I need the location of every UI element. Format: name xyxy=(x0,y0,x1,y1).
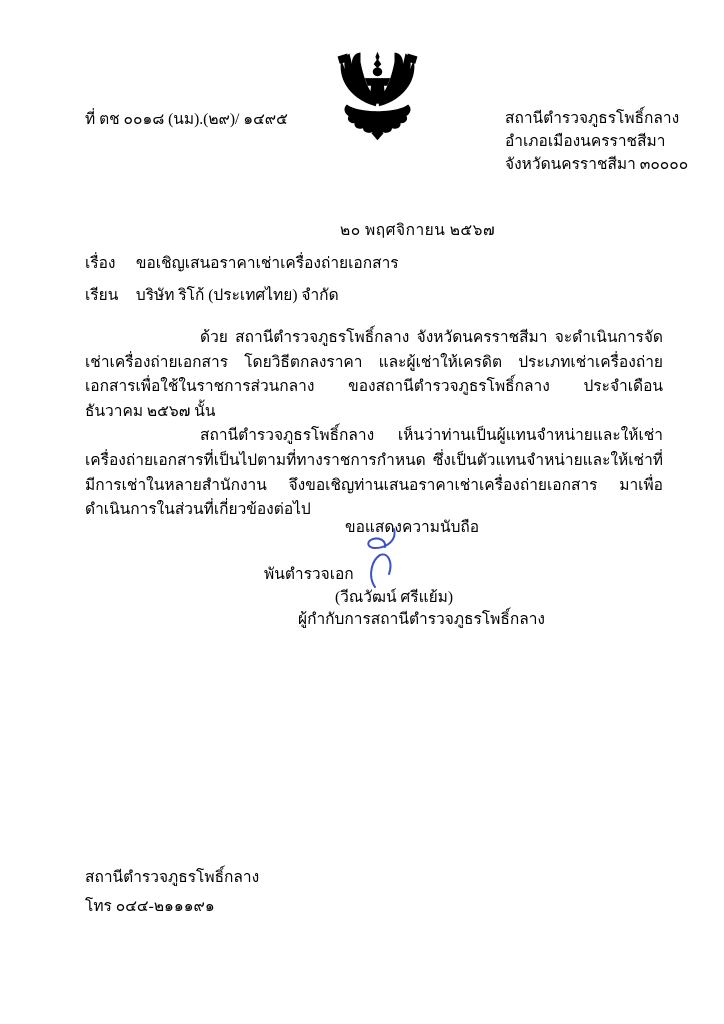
addressee-label: เรียน xyxy=(85,287,119,304)
subject-text: ขอเชิญเสนอราคาเช่าเครื่องถ่ายเอกสาร xyxy=(135,255,399,272)
closing-salutation: ขอแสดงความนับถือ xyxy=(345,519,480,536)
signer-rank: พันตำรวจเอก xyxy=(264,566,354,583)
addressee-text: บริษัท ริโก้ (ประเทศไทย) จำกัด xyxy=(135,287,339,304)
sender-office: สถานีตำรวจภูธรโพธิ์กลาง xyxy=(505,110,680,127)
signer-title: ผู้กำกับการสถานีตำรวจภูธรโพธิ์กลาง xyxy=(298,611,545,628)
sender-address-block xyxy=(505,107,688,176)
addressee-line xyxy=(85,282,339,307)
subject-line xyxy=(85,250,399,275)
letter-date: ๒๐ พฤศจิกายน ๒๕๖๗ xyxy=(340,222,496,239)
footer-phone: โทร ๐๔๔-๒๑๑๑๙๑ xyxy=(85,898,215,915)
sender-province: จังหวัดนครราชสีมา ๓๐๐๐๐ xyxy=(505,156,689,173)
letter-body xyxy=(85,326,663,523)
subject-label: เรื่อง xyxy=(85,255,116,272)
reference-number: ที่ ตช ๐๐๑๘ (นม).(๒๙)/ ๑๔๙๕ xyxy=(85,111,288,128)
footer-office: สถานีตำรวจภูธรโพธิ์กลาง xyxy=(85,869,260,886)
garuda-emblem-icon xyxy=(335,50,420,142)
signer-name: (วีณวัฒน์ ศรีแย้ม) xyxy=(335,589,454,606)
body-paragraph-2: สถานีตำรวจภูธรโพธิ์กลาง เห็นว่าท่านเป็นผู้แทนจำหน่ายและให้เช่าเครื่องถ่ายเอกสารที่เป็นไปตามที่ทางราชการกำหนด ซึ่งเป็นตัวแทนจำหน่ายและให้เช่าที่มีการเช่าในหลายสำนักงาน จึงขอเชิญท่านเสนอราคาเช่าเครื่องถ่ายเอกสาร มาเพื่อดำเนินการในส่วนที่เกี่ยวข้องต่อไป xyxy=(85,427,663,519)
body-paragraph-1: ด้วย สถานีตำรวจภูธรโพธิ์กลาง จังหวัดนครราชสีมา จะดำเนินการจัดเช่าเครื่องถ่ายเอกสาร โดยวิธีตกลงราคา และผู้เช่าให้เครดิต ประเภทเช่าเครื่องถ่ายเอกสารเพื่อใช้ในราชการส่วนกลาง ของสถานีตำรวจภูธรโพธิ์กลาง ประจำเดือน ธันวาคม ๒๕๖๗ นั้น xyxy=(85,329,663,420)
sender-district: อำเภอเมืองนครราชสีมา xyxy=(505,133,666,150)
